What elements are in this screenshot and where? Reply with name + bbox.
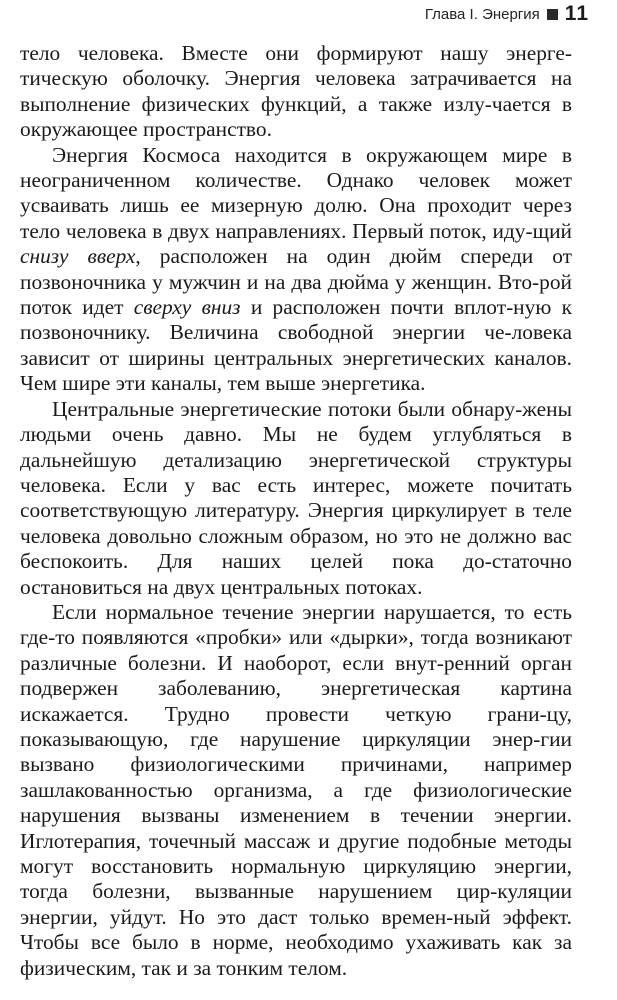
paragraph xyxy=(20,600,572,981)
italic-phrase: сверху вниз xyxy=(133,295,241,320)
text-run: и расположен почти вплот-ную к позвоночнику. Величина свободной энергии че-ловека зависит от ширины центральных энергетических каналов. Чем шире эти каналы, тем выше энергетика. xyxy=(20,295,572,396)
chapter-title: Глава I. Энергия xyxy=(424,5,540,23)
body-text xyxy=(20,41,572,981)
text-run: Энергия Космоса находится в окружающем мире в неограниченном количестве. Однако человек может усваивать лишь ее мизерную долю. Она проходит через тело человека в двух направлениях. Первый поток, иду-щий xyxy=(20,142,572,243)
running-head xyxy=(425,2,589,26)
text-run: Центральные энергетические потоки были обнару-жены людьми очень давно. Мы не будем углубляться в дальнейшую детализацию энергетической структуры человека. Если у вас есть интерес, можете почитать соответствующую литературу. Энергия циркулирует в теле человека довольно сложным образом, но это не должно вас беспокоить. Для наших целей пока до-статочно остановиться на двух центральных потоках. xyxy=(20,396,572,599)
text-run: , расположен на один дюйм спереди от позвоночника у мужчин и на два дюйма у женщин. Вто-рой поток идет xyxy=(20,244,572,320)
paragraph xyxy=(20,143,572,397)
text-run: тело человека. Вместе они формируют нашу энерге-тическую оболочку. Энергия человека затрачивается на выполнение физических функций, а также излу-чается в окружающее пространство. xyxy=(20,41,572,142)
paragraph xyxy=(20,41,572,143)
paragraph xyxy=(20,397,572,600)
square-bullet-icon xyxy=(547,9,558,20)
page-number: 11 xyxy=(564,2,589,25)
text-run: Если нормальное течение энергии нарушается, то есть где-то появляются «пробки» или «дырки», тогда возникают различные болезни. И наоборот, если внут-ренний орган подвержен заболеванию, энергетическая картина искажается. Трудно провести четкую грани-цу, показывающую, где нарушение циркуляции энер-гии вызвано физиологическими причинами, например зашлакованностью организма, а где физиологические нарушения вызваны изменением в течении энергии. Иглотерапия, точечный массаж и другие подобные методы могут восстановить нормальную циркуляцию энергии, тогда болезни, вызванные нарушением цир-куляции энергии, уйдут. Но это даст только времен-ный эффект. Чтобы все было в норме, необходимо ухаживать как за физическим, так и за тонким телом. xyxy=(20,599,572,980)
italic-phrase: снизу вверх xyxy=(20,244,136,269)
